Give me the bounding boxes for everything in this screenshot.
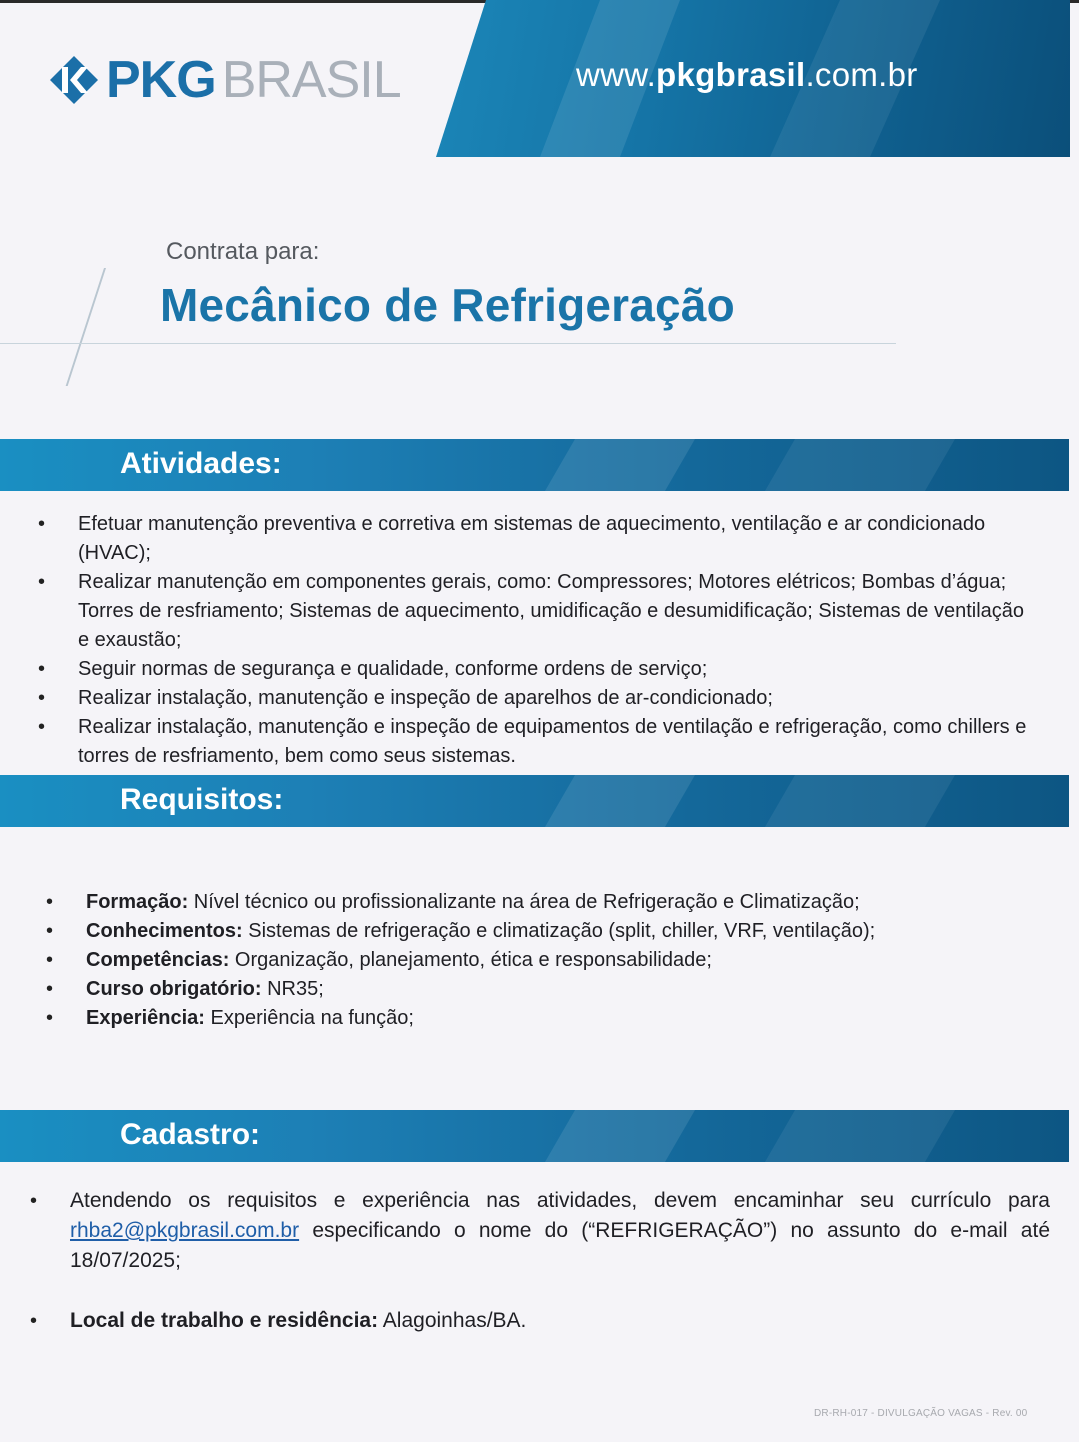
requisitos-list: [86, 888, 1036, 1033]
list-item: • Realizar instalação, manutenção e inspeção de aparelhos de ar-condicionado;: [78, 684, 1038, 713]
job-title: Mecânico de Refrigeração: [160, 279, 735, 331]
website-url[interactable]: www.pkgbrasil.com.br: [576, 56, 918, 93]
list-item: • Realizar manutenção em componentes gerais, como: Compressores; Motores elétricos; Bombas d’água; Torres de resfriamento; Sistemas de aquecimento, umidificação e desumidificação; Sistemas de ventilação e exaustão;: [78, 568, 1038, 655]
document-code: DR-RH-017 - DIVULGAÇÃO VAGAS - Rev. 00: [814, 1408, 1028, 1419]
pkg-brasil-logo: [48, 50, 401, 110]
requisitos-bar: [0, 775, 1069, 827]
list-item: • Seguir normas de segurança e qualidade, conforme ordens de serviço;: [78, 655, 1038, 684]
atividades-bar: [0, 439, 1069, 491]
list-item: • Competências: Organização, planejamento, ética e responsabilidade;: [86, 946, 1036, 975]
list-item: • Realizar instalação, manutenção e inspeção de equipamentos de ventilação e refrigeração, como chillers e torres de resfriamento, bem como seus sistemas.: [78, 713, 1038, 771]
list-item: • Experiência: Experiência na função;: [86, 1004, 1036, 1033]
logo-text-light: BRASIL: [221, 51, 401, 109]
list-item: • Curso obrigatório: NR35;: [86, 975, 1036, 1004]
decorative-slash: [66, 268, 106, 386]
requisitos-heading: Requisitos:: [120, 783, 284, 816]
list-item: • Atendendo os requisitos e experiência nas atividades, devem encaminhar seu currículo para rhba2@pkgbrasil.com.br especificando o nome do (“REFRIGERAÇÃO”) no assunto do e-mail até 18/07/2025;: [70, 1186, 1050, 1276]
atividades-heading: Atividades:: [120, 447, 282, 480]
email-link[interactable]: rhba2@pkgbrasil.com.br: [70, 1219, 300, 1242]
atividades-list: [78, 510, 1038, 771]
list-item: • Formação: Nível técnico ou profissionalizante na área de Refrigeração e Climatização;: [86, 888, 1036, 917]
cadastro-bar: [0, 1110, 1069, 1162]
cadastro-list: [70, 1186, 1050, 1336]
subtitle: Contrata para:: [166, 238, 320, 265]
list-item: • Efetuar manutenção preventiva e corretiva em sistemas de aquecimento, ventilação e ar condicionado (HVAC);: [78, 510, 1038, 568]
title-divider: [0, 343, 896, 344]
logo-text-bold: PKG: [106, 51, 216, 109]
pkg-logo-icon: [48, 54, 100, 106]
cadastro-heading: Cadastro:: [120, 1118, 261, 1151]
list-item: • Local de trabalho e residência: Alagoinhas/BA.: [70, 1306, 1050, 1336]
list-item: • Conhecimentos: Sistemas de refrigeração e climatização (split, chiller, VRF, ventilação);: [86, 917, 1036, 946]
